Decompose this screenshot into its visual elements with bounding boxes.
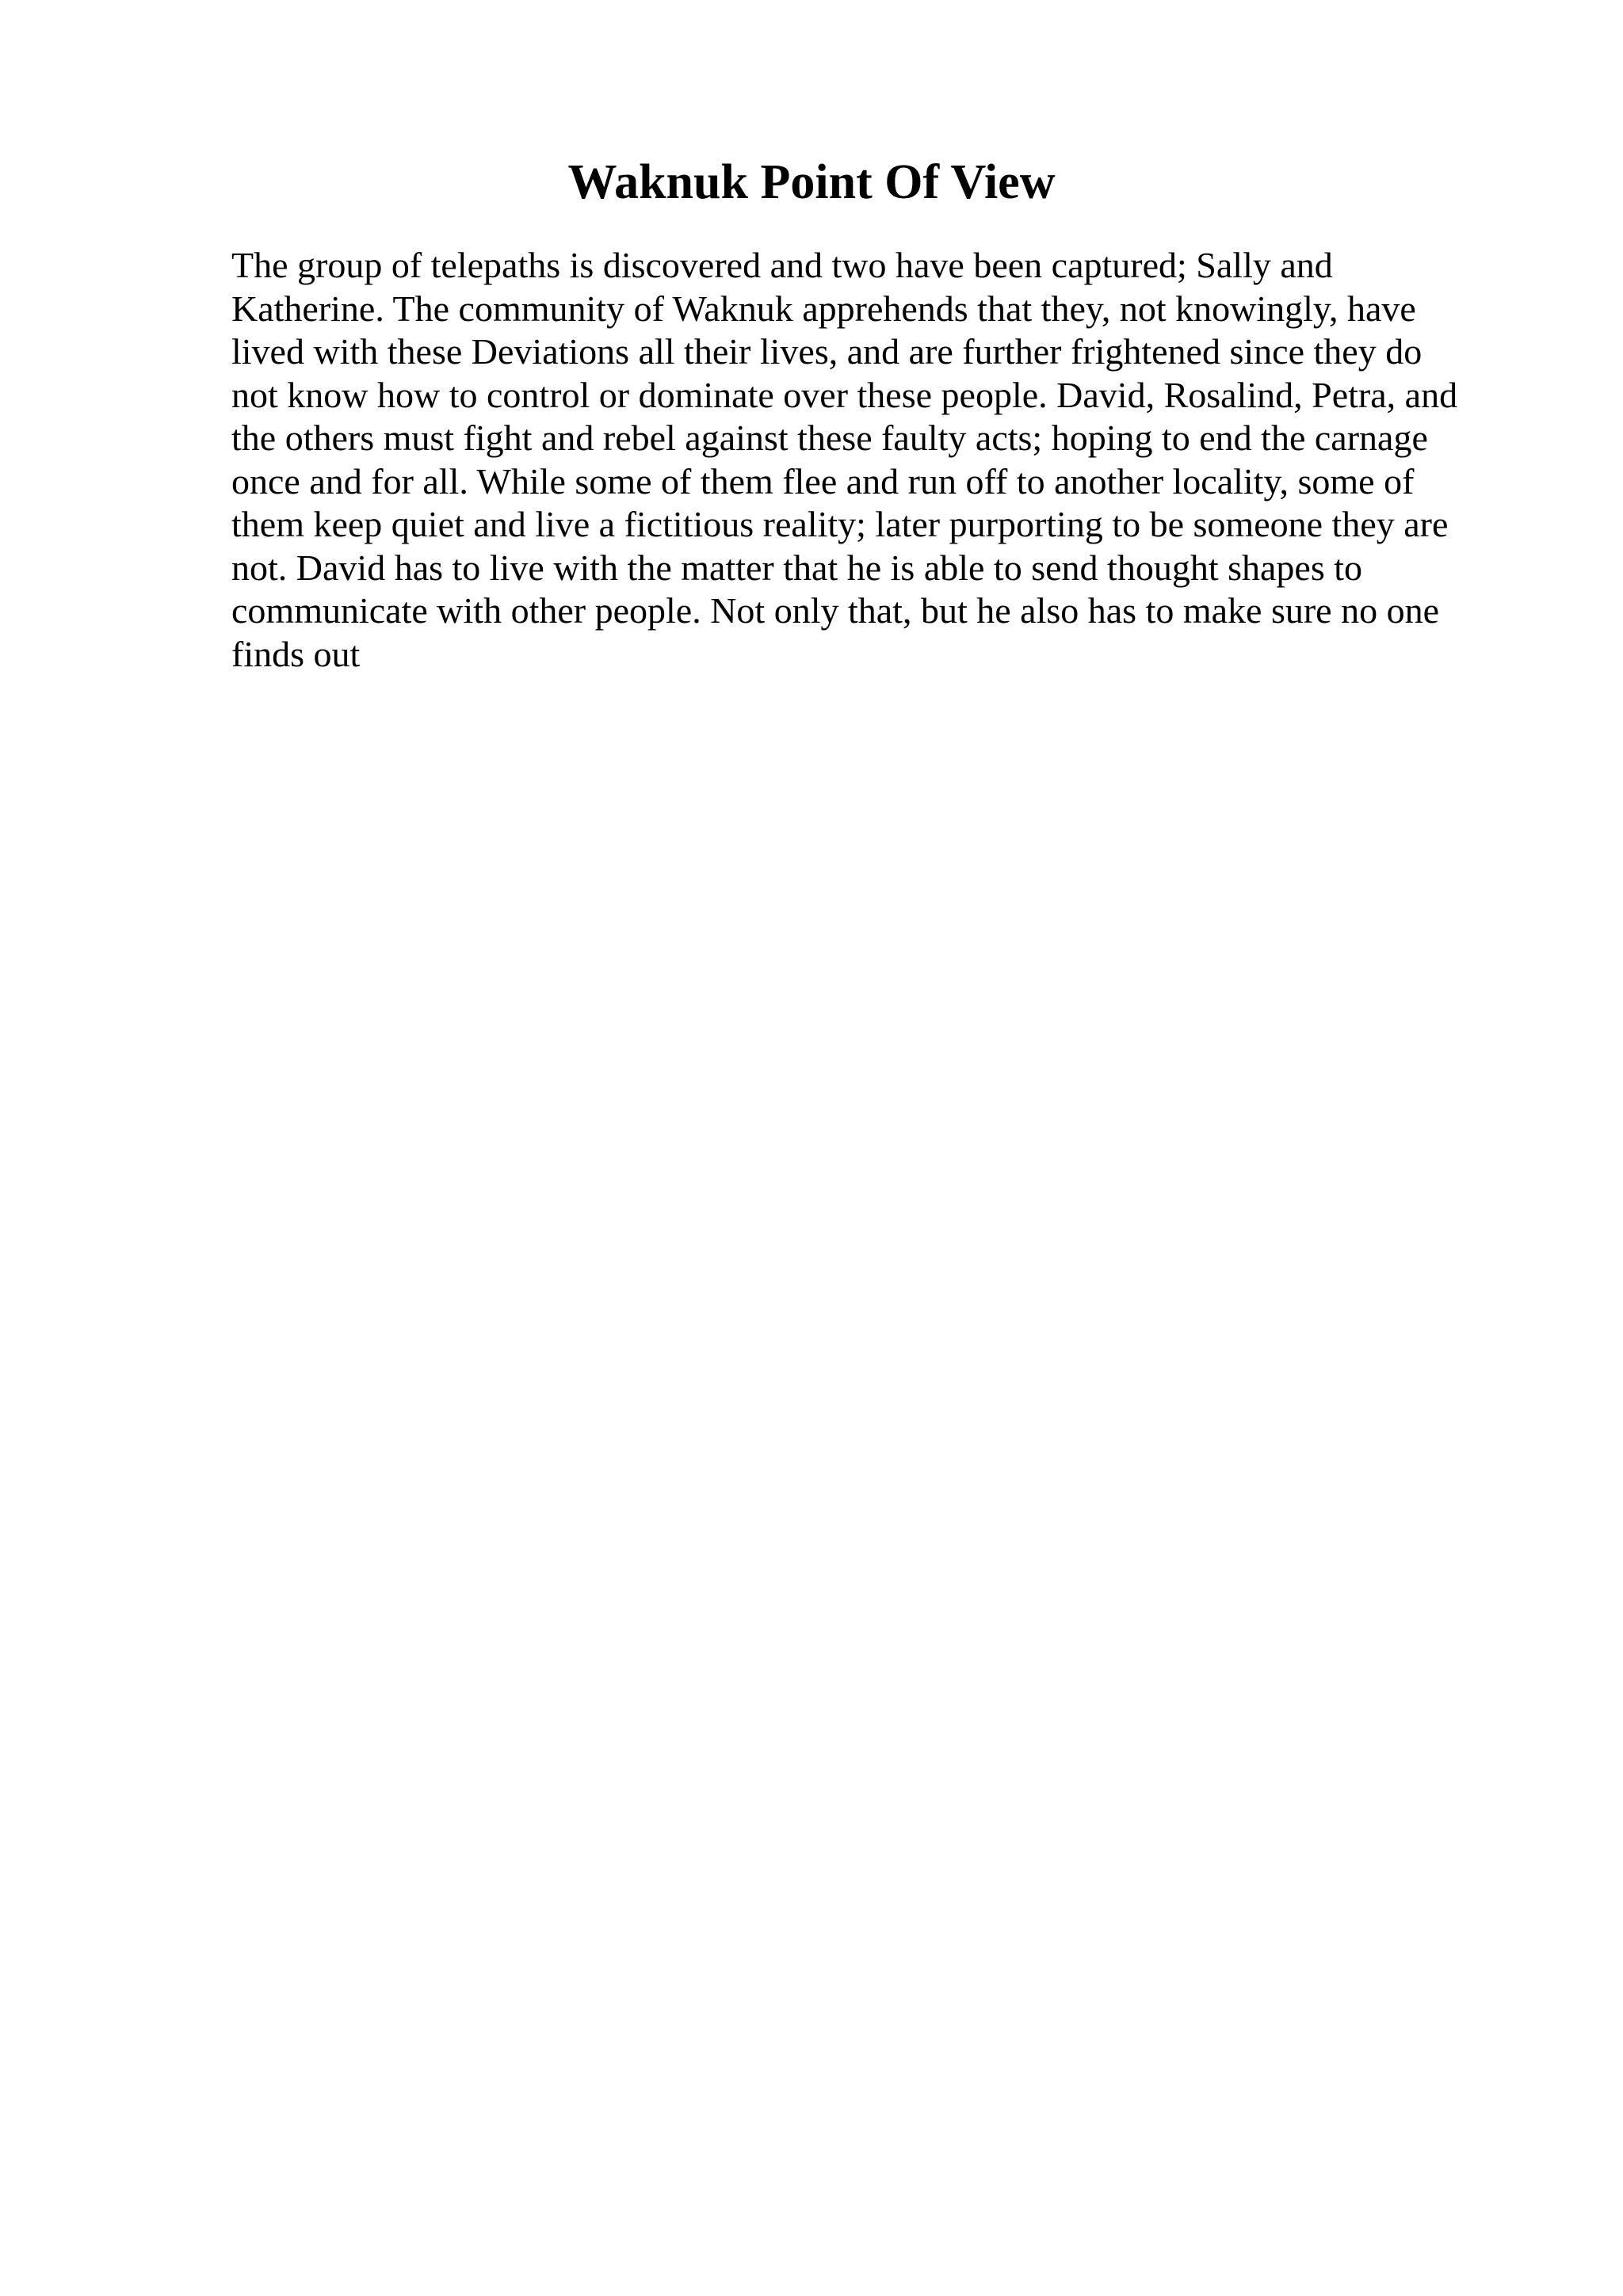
text-line: finds out (231, 633, 361, 674)
text-line: once and for all. While some of them flee and run off to another locality, some of (231, 460, 1415, 502)
text-line: The group of telepaths is discovered and two have been captured; Sally and (231, 245, 1333, 285)
text-line: communicate with other people. Not only that, but he also has to make sure no one (231, 590, 1440, 631)
body-paragraph (231, 244, 1499, 676)
text-line: lived with these Deviations all their lives, and are further frightened since they do (231, 331, 1423, 372)
text-line: the others must fight and rebel against these faulty acts; hoping to end the carnage (231, 418, 1428, 458)
text-line: not know how to control or dominate over these people. David, Rosalind, Petra, and (231, 374, 1458, 415)
text-line: them keep quiet and live a fictitious reality; later purporting to be someone they are (231, 504, 1449, 544)
text-line: not. David has to live with the matter that he is able to send thought shapes to (231, 547, 1363, 588)
document-title: Waknuk Point Of View (567, 155, 1056, 209)
text-line: Katherine. The community of Waknuk apprehends that they, not knowingly, have (231, 288, 1416, 329)
